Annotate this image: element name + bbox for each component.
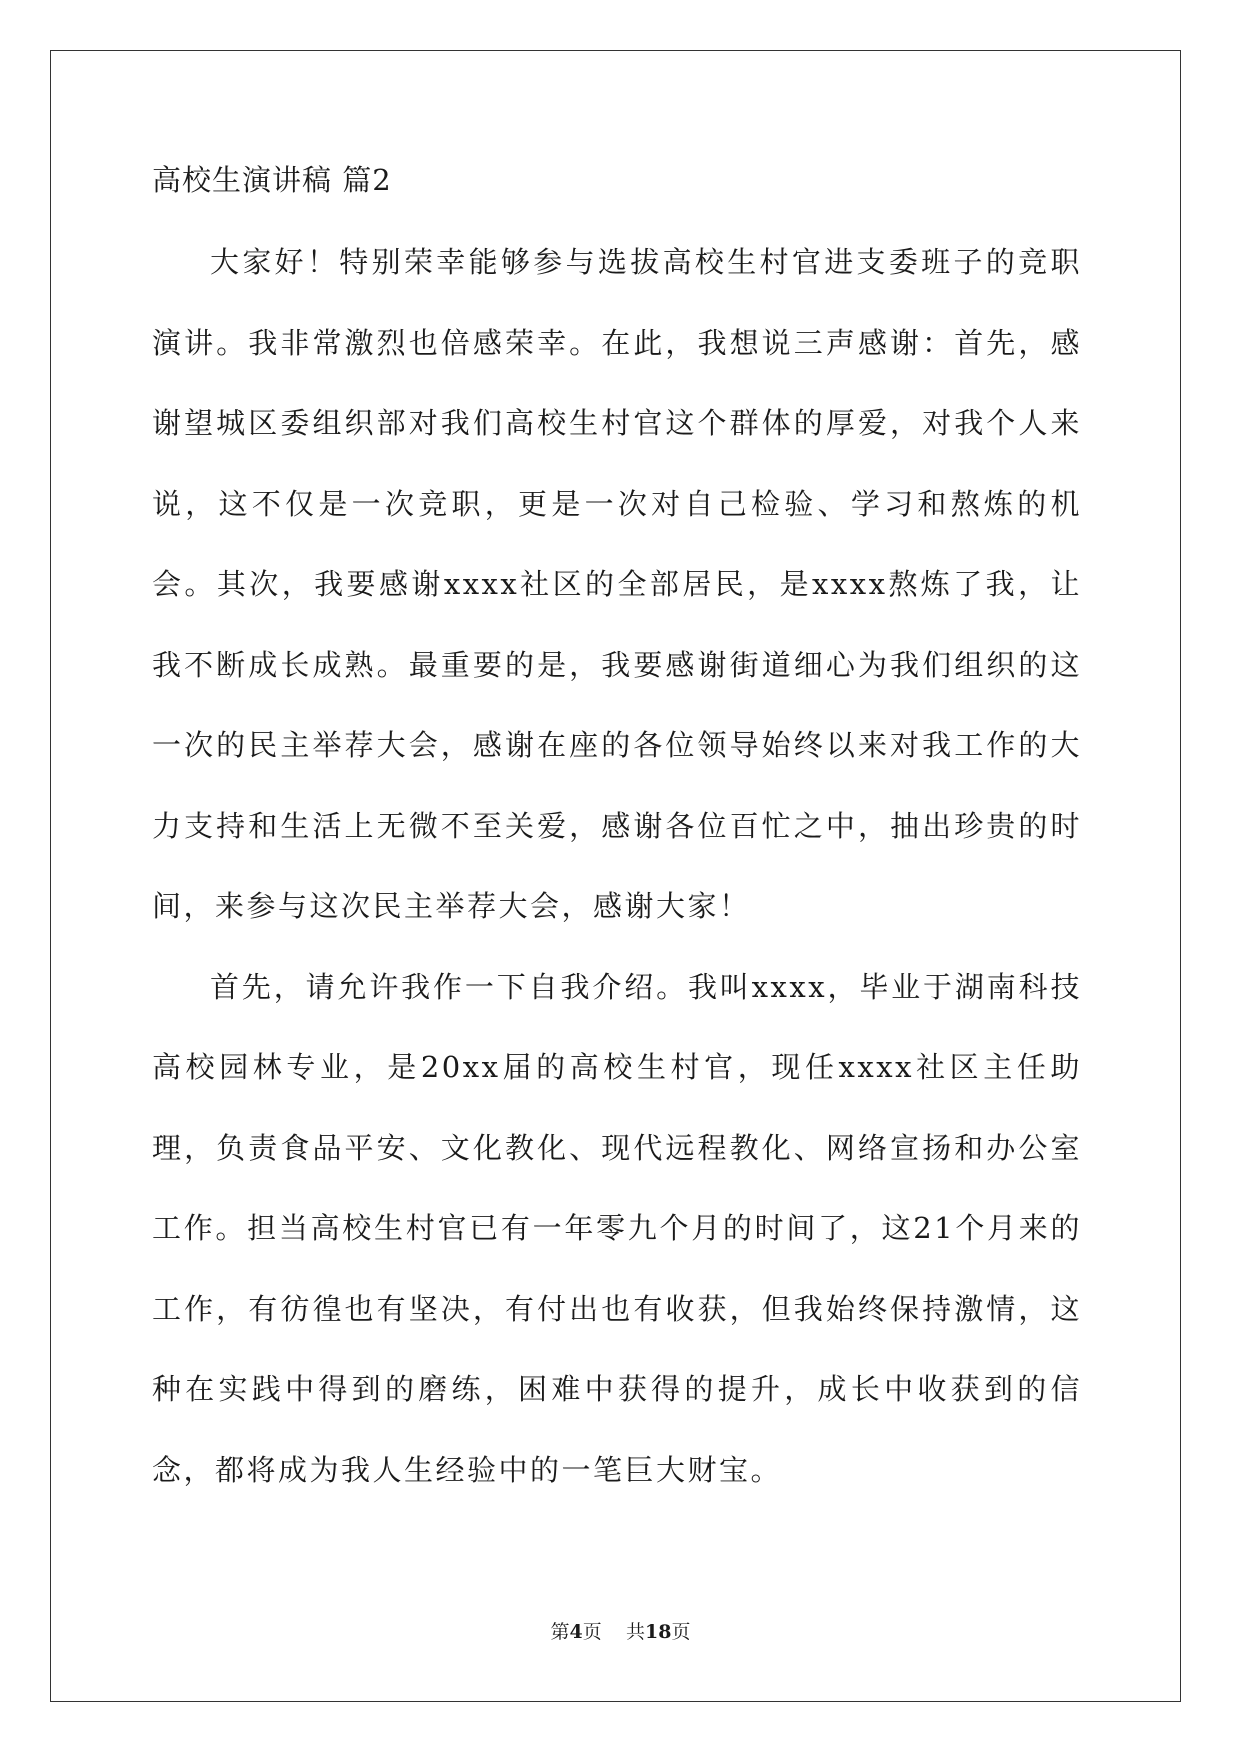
total-pages-number: 18 xyxy=(644,1621,672,1643)
footer-prefix: 第 xyxy=(550,1621,570,1643)
paragraph-1: 大家好！特别荣幸能够参与选拔高校生村官进支委班子的竞职演讲。我非常激烈也倍感荣幸。在此，我想说三声感谢：首先，感谢望城区委组织部对我们高校生村官这个群体的厚爱，对我个人来说，这不仅是一次竞职，更是一次对自己检验、学习和熬炼的机会。其次，我要感谢xxxx社区的全部居民，是xxxx熬炼了我，让我不断成长成熟。最重要的是，我要感谢街道细心为我们组织的这一次的民主举荐大会，感谢在座的各位领导始终以来对我工作的大力支持和生活上无微不至关爱，感谢各位百忙之中，抽出珍贵的时间，来参与这次民主举荐大会，感谢大家！ xyxy=(152,245,1082,923)
paragraph-2: 首先，请允许我作一下自我介绍。我叫xxxx，毕业于湖南科技高校园林专业，是20xx届的高校生村官，现任xxxx社区主任助理，负责食品平安、文化教化、现代远程教化、网络宣扬和办公室工作。担当高校生村官已有一年零九个月的时间了，这21个月来的工作，有彷徨也有坚决，有付出也有收获，但我始终保持激情，这种在实践中得到的磨练，困难中获得的提升，成长中收获到的信念，都将成为我人生经验中的一笔巨大财宝。 xyxy=(152,969,1082,1487)
footer-total-suffix: 页 xyxy=(671,1621,691,1643)
footer-page-suffix: 页 xyxy=(582,1621,602,1643)
document-body xyxy=(152,160,1082,1510)
document-title: 高校生演讲稿 篇2 xyxy=(152,163,392,197)
page-footer xyxy=(0,1620,1241,1644)
footer-total-prefix: 共 xyxy=(625,1621,645,1643)
current-page-number: 4 xyxy=(569,1621,583,1643)
